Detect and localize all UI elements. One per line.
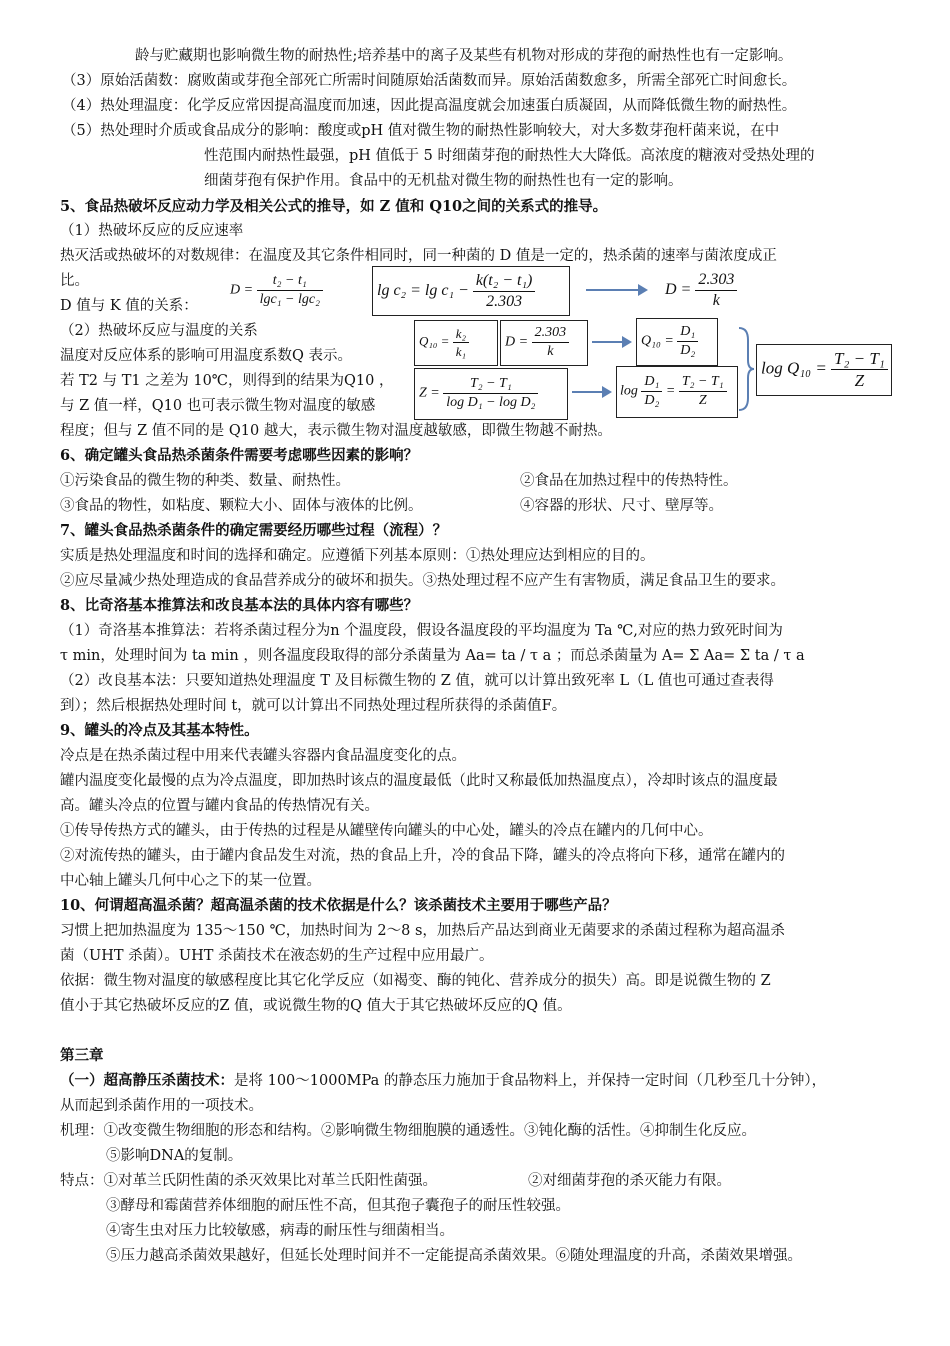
text-line: 依据：微生物对温度的敏感程度比其它化学反应（如褐变、酶的钝化、营养成分的损失）高。即是说微生物的 Z bbox=[60, 973, 771, 989]
fraction-denominator: k₁ bbox=[455, 344, 466, 359]
text-line: 比。 bbox=[60, 273, 89, 289]
fraction-denominator: k bbox=[712, 292, 720, 309]
text-line: τ min，处理时间为 ta min ，则各温度段取得的部分杀菌量为 Aa= ta / τ a ；而总杀菌量为 A= Σ Aa= Σ ta / τ a bbox=[60, 648, 805, 664]
text-line: 到）；然后根据热处理时间 t，就可以计算出不同热处理过程所获得的杀菌值F。 bbox=[60, 698, 567, 714]
text-line: 龄与贮藏期也影响微生物的耐热性;培养基中的离子及某些有机物对形成的芽孢的耐热性也有一定影响。 bbox=[135, 48, 793, 64]
chapter-heading: 第三章 bbox=[60, 1047, 104, 1064]
formula-fraction bbox=[641, 373, 662, 410]
text-line: 习惯上把加热温度为 135～150 ℃，加热时间为 2～8 s，加热后产品达到商业无菌要求的杀菌过程称为超高温杀 bbox=[60, 923, 785, 939]
formula-box-log-d bbox=[616, 366, 738, 418]
text-line: 性范围内耐热性最强，pH 值低于 5 时细菌芽孢的耐热性大大降低。高浓度的糖液对受热处理的 bbox=[204, 148, 815, 164]
section-heading: 8、比奇洛基本推算法和改良基本法的具体内容有哪些？ bbox=[60, 597, 419, 614]
term-label: （一）超高静压杀菌技术： bbox=[60, 1072, 234, 1089]
formula-equals: = bbox=[665, 383, 676, 399]
formula-fraction bbox=[831, 348, 888, 391]
fraction-denominator: k bbox=[547, 344, 554, 359]
arrow-right-icon bbox=[592, 341, 630, 343]
text-line: ②食品在加热过程中的传热特性。 bbox=[520, 473, 738, 489]
fraction-numerator: t₂ − t₁ bbox=[257, 272, 323, 291]
fraction-denominator: Z bbox=[854, 371, 865, 390]
fraction-numerator: k(t₂ − t₁) bbox=[473, 271, 536, 292]
text-line: ②对细菌芽孢的杀灭能力有限。 bbox=[528, 1173, 731, 1189]
text-line: 菌（UHT 杀菌）。UHT 杀菌技术在液态奶的生产过程中应用最广。 bbox=[60, 948, 494, 964]
formula-d-definition bbox=[230, 272, 323, 309]
fraction-numerator: D₁ bbox=[641, 373, 662, 392]
text-line: ④寄生虫对压力比较敏感，病毒的耐压性与细菌相当。 bbox=[106, 1223, 454, 1239]
section-heading: 9、罐头的冷点及其基本特性。 bbox=[60, 722, 259, 739]
text-line: ⑤影响DNA的复制。 bbox=[106, 1148, 243, 1164]
text-line: ④容器的形状、尺寸、壁厚等。 bbox=[520, 498, 723, 514]
fraction-numerator: k₂ bbox=[453, 325, 469, 343]
fraction-numerator: 2.303 bbox=[695, 270, 737, 291]
formula-fraction bbox=[473, 271, 536, 312]
fraction-denominator: lgc₁ − lgc₂ bbox=[259, 292, 320, 307]
section-heading: 7、罐头食品热杀菌条件的确定需要经历哪些过程（流程）？ bbox=[60, 522, 448, 539]
text-line: 温度对反应体系的影响可用温度系数Q 表示。 bbox=[60, 348, 352, 364]
brace-icon bbox=[736, 326, 756, 412]
text-line: 从而起到杀菌作用的一项技术。 bbox=[60, 1098, 263, 1114]
formula-box-q10-d bbox=[636, 318, 718, 366]
formula-fraction bbox=[453, 325, 469, 360]
text-line: 细菌芽孢有保护作用。食品中的无机盐对微生物的耐热性也有一定的影响。 bbox=[204, 173, 683, 189]
text-line: （2）热破坏反应与温度的关系 bbox=[60, 323, 258, 339]
fraction-denominator: 2.303 bbox=[486, 293, 523, 310]
formula-box-lgc bbox=[372, 266, 570, 316]
formula-fraction bbox=[695, 270, 737, 311]
formula-box-q10-k bbox=[414, 320, 498, 366]
formula-lhs: Q₁₀ = bbox=[419, 333, 450, 349]
fraction-numerator: 2.303 bbox=[532, 324, 570, 343]
fraction-denominator: Z bbox=[698, 393, 707, 408]
formula-lhs: lg c₂ = lg c₁ − bbox=[377, 282, 469, 300]
text-line: 机理：①改变微生物细胞的形态和结构。②影响微生物细胞膜的通透性。③钝化酶的活性。④抑制生化反应。 bbox=[60, 1123, 756, 1139]
fraction-denominator: D₂ bbox=[680, 343, 696, 358]
formula-fraction bbox=[443, 375, 538, 412]
formula-fraction bbox=[257, 272, 323, 309]
formula-fraction bbox=[677, 323, 698, 360]
formula-lhs: log bbox=[620, 383, 638, 399]
text-line: 若 T2 与 T1 之差为 10℃，则得到的结果为Q10 ， bbox=[60, 373, 394, 389]
text-line: 冷点是在热杀菌过程中用来代表罐头容器内食品温度变化的点。 bbox=[60, 748, 466, 764]
text-line: ①污染食品的微生物的种类、数量、耐热性。 bbox=[60, 473, 350, 489]
text-line: ①传导传热方式的罐头，由于传热的过程是从罐壁传向罐头的中心处，罐头的冷点在罐内的几何中心。 bbox=[60, 823, 713, 839]
formula-lhs: Q₁₀ = bbox=[641, 333, 674, 349]
text-line: ③食品的物性，如粘度、颗粒大小、固体与液体的比例。 bbox=[60, 498, 423, 514]
formula-box-z bbox=[414, 368, 568, 420]
text-line: ②对流传热的罐头，由于罐内食品发生对流，热的食品上升，冷的食品下降，罐头的冷点将向下移，通常在罐内的 bbox=[60, 848, 785, 864]
formula-lhs: Z = bbox=[419, 385, 440, 401]
text-line: ⑤压力越高杀菌效果越好，但延长处理时间并不一定能提高杀菌效果。⑥随处理温度的升高，杀菌效果增强。 bbox=[106, 1248, 802, 1264]
fraction-numerator: D₁ bbox=[677, 323, 698, 342]
text-line: D 值与 K 值的关系： bbox=[60, 298, 198, 314]
text-line: ③酵母和霉菌营养体细胞的耐压性不高，但其孢子囊孢子的耐压性较强。 bbox=[106, 1198, 570, 1214]
term-definition: 是将 100～1000MPa 的静态压力施加于食品物料上，并保持一定时间（几秒至几十分钟）， bbox=[234, 1073, 827, 1089]
section-heading: 6、确定罐头食品热杀菌条件需要考虑哪些因素的影响？ bbox=[60, 447, 419, 464]
formula-fraction bbox=[679, 373, 727, 410]
section-heading: 5、食品热破坏反应动力学及相关公式的推导，如 Z 值和 Q10之间的关系式的推导。 bbox=[60, 198, 608, 215]
formula-lhs: log Q₁₀ = bbox=[761, 358, 827, 378]
text-line: 高。罐头冷点的位置与罐内食品的传热情况有关。 bbox=[60, 798, 379, 814]
arrow-right-icon bbox=[586, 289, 646, 291]
text-line: （5）热处理时介质或食品成分的影响：酸度或pH 值对微生物的耐热性影响较大，对大多数芽孢杆菌来说，在中 bbox=[62, 123, 780, 139]
formula-fraction bbox=[532, 324, 570, 361]
section-heading: 10、何谓超高温杀菌？超高温杀菌的技术依据是什么？该杀菌技术主要用于哪些产品？ bbox=[60, 897, 617, 914]
fraction-numerator: T₂ − T₁ bbox=[443, 375, 538, 394]
text-line: （2）改良基本法：只要知道热处理温度 T 及目标微生物的 Z 值，就可以计算出致死率 L（L 值也可通过查表得 bbox=[60, 673, 774, 689]
fraction-numerator: T₂ − T₁ bbox=[831, 348, 888, 370]
text-line: 值小于其它热破坏反应的Z 值，或说微生物的Q 值大于其它热破坏反应的Q 值。 bbox=[60, 998, 572, 1014]
formula-d-k bbox=[665, 270, 737, 311]
fraction-denominator: log D₁ − log D₂ bbox=[446, 395, 536, 410]
text-line: （1）热破坏反应的反应速率 bbox=[60, 223, 244, 239]
text-line: 特点：①对革兰氏阴性菌的杀灭效果比对革兰氏阳性菌强。 bbox=[60, 1173, 437, 1189]
fraction-numerator: T₂ − T₁ bbox=[679, 373, 727, 392]
arrow-right-icon bbox=[572, 391, 610, 393]
formula-box-d-k bbox=[500, 320, 588, 366]
text-line: 实质是热处理温度和时间的选择和确定。应遵循下列基本原则：①热处理应达到相应的目的。 bbox=[60, 548, 655, 564]
formula-box-log-q10 bbox=[756, 344, 892, 396]
text-line: 热灭活或热破坏的对数规律：在温度及其它条件相同时，同一种菌的 D 值是一定的，热杀菌的速率与菌浓度成正 bbox=[60, 248, 777, 264]
text-line: （3）原始活菌数：腐败菌或芽孢全部死亡所需时间随原始活菌数而异。原始活菌数愈多，所需全部死亡时间愈长。 bbox=[62, 73, 797, 89]
text-line bbox=[60, 1071, 826, 1091]
text-line: 与 Z 值一样，Q10 也可表示微生物对温度的敏感 bbox=[60, 398, 376, 414]
text-line: （1）奇洛基本推算法：若将杀菌过程分为n 个温度段，假设各温度段的平均温度为 Ta ℃,对应的热力致死时间为 bbox=[60, 623, 783, 639]
text-line: 程度；但与 Z 值不同的是 Q10 越大，表示微生物对温度越敏感，即微生物越不耐热。 bbox=[60, 423, 612, 439]
formula-lhs: D = bbox=[665, 281, 692, 299]
text-line: ②应尽量减少热处理造成的食品营养成分的破坏和损失。③热处理过程不应产生有害物质，满足食品卫生的要求。 bbox=[60, 573, 785, 589]
text-line: （4）热处理温度：化学反应常因提高温度而加速，因此提高温度就会加速蛋白质凝固，从而降低微生物的耐热性。 bbox=[62, 98, 797, 114]
text-line: 中心轴上罐头几何中心之下的某一位置。 bbox=[60, 873, 321, 889]
formula-lhs: D = bbox=[230, 282, 254, 298]
text-line: 罐内温度变化最慢的点为冷点温度，即加热时该点的温度最低（此时又称最低加热温度点），冷却时该点的温度最 bbox=[60, 773, 778, 789]
fraction-denominator: D₂ bbox=[644, 393, 660, 408]
formula-lhs: D = bbox=[505, 334, 529, 350]
